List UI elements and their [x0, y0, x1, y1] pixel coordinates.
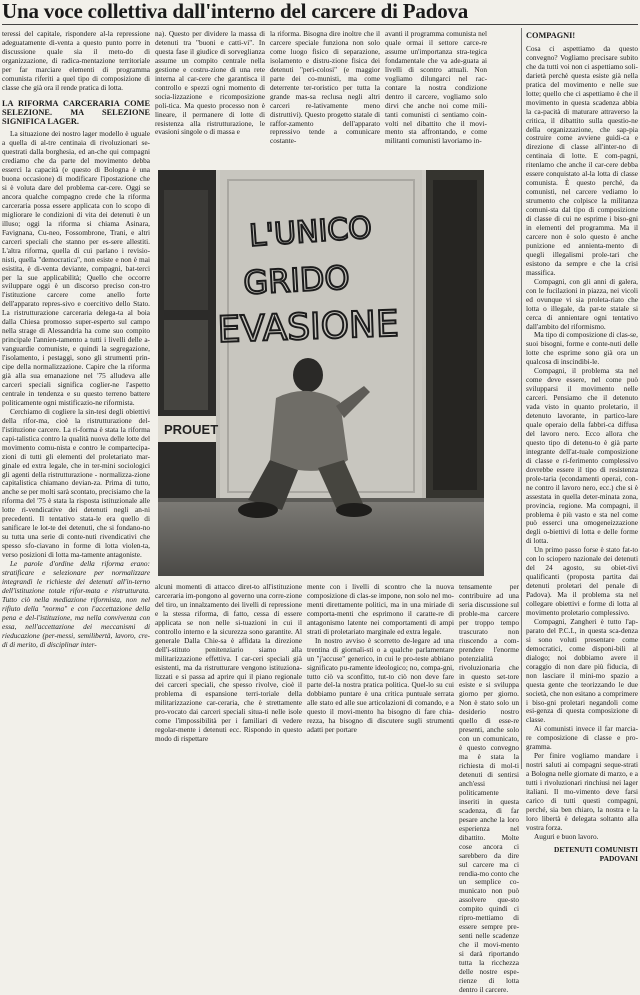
column-4-lower — [459, 582, 519, 994]
col3-paragraph-1: la riforma. Bisogna dire inoltre che il carcere speciale funziona non solo come luogo fisico di separazione, isolamento e distru-zione fisica dei detenuti "peri-colosi" (e maggior parte dei co-munisti, ma come deterrente ter-roristico per tutta la grande mas-sa reclusa negli altri carceri re-lativamente meno distruttivi). Questo progetto statale di raffor-zamento dell'apparato repressivo tende a comunicare costante- — [270, 29, 380, 146]
col5-paragraph-3: Ma tipo di composizione di clas-se, suoi bisogni, forme e conte-nuti delle lotte che esprime sono già ora un qualcosa di inscindibi-le. — [526, 330, 638, 367]
col5-paragraph-4: Compagni, il problema sta nel come deve essere, nel come può svilupparsi il movimento nelle carceri. Pensiamo che il detenuto vada visto in quanto proletario, il detenuto lavorante, in partico-lare quale operaio della fabbri-ca diffusa del lavoro nero. Ecco allora che questo tipo di detenu-to è già parte integrante dell'at-tuale composizione di classe e ri-ferimento complessivo dovrebbe essere il tipo di resistenza prole-taria (econdamenti operai, con-ne contro il lavoro nero, ecc.) che si è assestata in quella deter-minata zona, provincia, regione. Ma compagni, il problema è più vasto e sta nel come può esserci una omogeneizzazione degli o-biettivi di lotta e delle forme di lotta. — [526, 366, 638, 546]
column-4 — [385, 30, 487, 166]
signature-line-2: PADOVANI — [599, 853, 638, 863]
graffiti-line-2: GRIDO — [242, 258, 351, 302]
col5-paragraph-7: Ai comunisti invece il far marcia-re composizione di classe e pro-gramma. — [526, 724, 638, 752]
col5-paragraph-1: Cosa ci aspettiamo da questo convegno? Vogliamo precisare subito che da tutti voi non ci aspettiamo soli-darietà perchè questa esiste già nella pratica del movimento e nelle sue lotte; quello che ci aspettiamo è che il movimento in questa scadenza abbia la ca-pacità di maturare attraverso la critica, il dibattito sulla questio-ne della organizzazione, che sap-pia costruire come avviene guidi-ca e direzione di classe all'inter-no di centinaia di lotte. E com-pagni, ritenlamo che anche il car-cere debba essere conquistato al-la lotta di classe comunista. È questo perché, da comunisti, nel carcere vediamo lo strumento che colpisce la militanza comuni-sta dal tipo di composizione di classe di cui ne esprime i biso-gni in elementi del programma. Ma il carcere non è solo questo è anche punizione ed annienta-mento di quegli illegalismi prole-tari che esistono da sempre e che la crisi massifica. — [526, 43, 638, 277]
col2-paragraph-1: na). Questo per dividere la massa di detenuti tra "buoni e catti-vi". In questa fase il giudice di sorveglianza assume un compito centrale nella gestione e costru-zione di una rete interna al car-cere che garantisca il controllo e spezzi ogni momento di socia-lizzazione e ricomposizione poli-tica. Ma questo processo non è lineare, il permanere di lotte di resistenza alla ristrutturazione, le evasioni singole o di massa e — [155, 29, 265, 137]
col5-paragraph-9: Auguri e buon lavoro. — [534, 831, 599, 841]
col5-paragraph-8: Per finire vogliamo mandare i nostri saluti ai compagni seque-strati a Bologna nelle giornate di marzo, e a tutti i rivoluzionari rinchiusi nei lager italiani. Il mo-vimento deve farsi carico di tutti questi compagni, perché, sia ben chiaro, la nostra e la loro libertà è delegata soltanto alla vostra forza. — [526, 751, 638, 832]
col1-paragraph-1: teressi del capitale, rispondere al-la repressione adeguatamente di-venta a questo punto porre in discussione quale sia il meto-do di organizzazione, di radica-mentazione territoriale per far marciare elementi di programma comunista riferiti a quel tipo di composizione di classe che già ora il rende pratica di lotta. — [2, 29, 150, 92]
photo-illustration — [158, 170, 484, 576]
graffiti-line-1: L'UNICO — [248, 210, 374, 254]
shop-sign-text: PROUET — [164, 422, 219, 437]
lower3-paragraph-1: tensamente per contribuire ad una seria discussione sul proble-ma carcere per troppo tempo trascurato non riuscendo a com-prendere l'enorme potenzialità rivoluzionaria che in questo set-tore esiste e si sviluppa giorno per giorno. Non è stato solo un desiderio nostro quello di esse-re presenti, anche solo con un comunicato, è questo convegno ma è stata la richiesta di mol-ti detenuti di sentirsi anch'essi politicamente inseriti in questa scadenza, di far pesare anche la loro esperienza nel dibattito. Molte cose ancora ci sarebbero da dire sul carcere ma ci rendia-mo conto che un semplice co-municato non può assolvere que-sto compito quindi ci ripro-mettiamo di essere sempre pre-senti nelle scadenze che il movi-mento si darà riportando tutta la ricchezza delle nostre espe-rienze di lotta dentro il carcere. — [459, 582, 519, 994]
column-3 — [270, 30, 380, 166]
column-2 — [155, 30, 265, 166]
column-2-lower — [155, 583, 302, 769]
lower2-paragraph-1: mente con i livelli di scontro che la nuova composizione di clas-se impone, non solo nel mo-menti direttamente politici, ma in una miriade di comporta-menti che esprimono il caratte-re di antagonismo latente nei comportamenti di ampi strati di proletariato marginale ed extra legale. — [307, 582, 454, 636]
col5-heading: COMPAGNI! — [526, 31, 576, 40]
col1-paragraph-2: La situazione dei nostro lager modello è uguale a quella di al-tre centinaia di rivoluzionari se-questrati dalla borghesia, ed an-che qui compagni crediamo che da parte del movimento debba esserci la capacità (e questo di Bologna è una buona occasione) di modificare l'ipostazione che si è voluta dare del problema car-cere. Oggi se ancora qualche compagno crede che la riforma carceraria possa essere applicata con lo scopo di migliorare le condizioni di vita dei detenuti è un illuso; oggi la riforma si chiama Asinara, Favignana, Cu-neo, Fossombrone, Trani, e altri carceri speciali che stanno per es-sere allestiti. L'altra riforma, quella di cui parlano i revisio-nisti, quella "democratica", non esiste e non è mai esistita, è di-venta deviante, compagni, bat-terci per la sue applicabilità; Quello che occorre sviluppare oggi è un discorso preciso con-tro l'istituzione carcere come anello forte dell'apparato repres-sivo e coercitivo dello Stato. La ristrutturazione carceraria delega-ta al boia dalla Chiesa promosso super-esperto sul campo nella strage di Alessandria ha come suo compito principale l'annien-tamento a tutti i livelli delle a-vanguardie comuniste, e quindi la segregazione, l'isolamento, i pestaggi, sono gli strumenti prin-cipe della normalizzazione. Capire che la riforma già alla sua emanazione nel '75 alludeva alle carceri speciali significa coglier-ne l'aspetto centrale in tendenza e su questo terreno battere politicamente ogni mistificazio-ne riformista. — [2, 129, 150, 407]
headline-rule — [2, 24, 638, 25]
photograph — [158, 170, 484, 576]
col5-paragraph-2: Compagni, con gli anni di galera, con le fucilazioni in piazza, nei vicoli ed ovunque vi sia proleta-riato che lotta o illegale, da par-te statale si cerca di annientare ogni tentativo dall'ambito del riformismo. — [526, 276, 638, 331]
col1-paragraph-4: Le parole d'ordine della riforma erano: stratificare e selezionare per normalizzare integrandi le richieste dei detenuti all'in-terno dell'istituzione totale rifor-mata e ristrutturata. Tutto ciò nella mediazione riformista, non nel rifiuto della "norma" e con l'accettazione della pena e del-l'istituzione, ma nella convivenza con essa, nell'accettazione dei meccanismi di rieducazione (per-messi, semilibertà, lavoro, cre-di di merito, di disciplinar inter- — [2, 559, 150, 649]
column-divider — [521, 28, 522, 769]
col5-paragraph-6: Compagni, Zangheri è tutto l'ap-parato del P.C.I., in questa sca-denza si sono voluti presentare come democratici, come disponi-bili al dialogo; noi dobbiamo avere il coraggio di non dare più fiducia, di non lasciare il mini-mo spazio a questa gente che teorizzando le due società, che non esitano a comprimere i biso-gni proletari negandoli come esi-genza di questa composizione di classe. — [526, 616, 638, 725]
col4-paragraph-1: avanti il programma comunista nel quale ormai il settore carce-re assume un'importanza stra-tegica fondamentale che va ade-guata ai livelli di scontro attuali. Non vogliamo dilungarci nel rac-contare la nostra condizione dentro il carcere, vogliamo solo dirvi che anche noi come mili-tanti comunisti ci sentiamo coin-volti nel dibattito che il movi-mento sta affrontando, e come militanti comunisti lavoriamo in- — [385, 29, 487, 146]
col1-subheading: LA RIFORMA CARCERARIA COME SELEZIONE. MA SELEZIONE SIGNIFICA LAGER. — [2, 98, 150, 127]
lower2-paragraph-2: In nostro avviso è scorretto de-legare ad una trentina di giornali-sti o a qualche parlamentare un "j'accuse" generico, in cui le pro-teste abbiano significato pu-ramente ideologico; no, compa-gni, tutto ciò va sconfitto, tut-to ciò non deve fare parte del-la nostra pratica politica. Quel-lo su cui dobbiamo puntare è una critica puntuale serrata alle stato ed alle sue articolazioni di comando, e a questo il movi-mento ha bisogno di fare chia-rezza, ha bisogno di discutere sugli strumenti adatti per portare — [307, 635, 454, 735]
col1-paragraph-3: Cerchiamo di cogliere la sin-tesi degli obiettivi della rifor-ma, cioè la ristrutturazione del-l'istituzione carcere. La ri-forma è stata la riforma capi-talistica contro la qualità nuova delle lotte del movimento comu-nista e contro le compartecipa-zioni di tutti gli elementi del proletariato mar-ginale ed extra legale, che in ter-mini sociologici gli agenti della ristrutturazione - normalizza-zione capitalistica chiamano devian-za. Prima di tutto, anche se per molti sarà scontato, precisiamo che la riforma del '75 è stata la risposta istituzionale alle lotte ri-vendicative dei detenuti negli an-ni precedenti. Il tentativo stata-le era quello di sanificare le lot-te dei detenuti, che si fondano-no su tutta una serie di conte-nuti rivendicativi che spesso sfo-ciavano in forme di lotta violen-ta, verso posizioni di lotta ma-tamente antagoniste. — [2, 406, 150, 560]
column-3-lower — [307, 583, 454, 769]
headline: Una voce collettiva dall'interno del carcere di Padova — [2, 0, 469, 23]
column-5 — [526, 30, 638, 863]
graffiti-line-3: EVASIONE — [216, 303, 400, 351]
lower1-paragraph-1: alcuni momenti di attacco diret-to all'istituzione carceraria im-pongono al governo una corre-zione del tiro, un innalzamento dei livelli di repressione e la stessa riforma, di fatto, cessa di essere applicata se non nelle si-tuazioni in cui il controllo interno e la sicurezza sono garantite. Al generale Dalla Chie-sa è affidata la direzione dell'i-stituto penitenziario siamo alla militarizzazione effettiva. I car-ceri speciali già esistenti, ma da ristrutturare vengono istituziona-lizzati e si passa ad aprire qui il piano regionale dei carceri speciali, che spesso rivolve, cioè il problema di espansione terri-toriale della militarizzazione car-ceraria, che è strettamente pro-vocato dai carceri speciali situa-ti nelle isole come l'impossibilità per i familiari di vedere regolar-mente i detenuti ecc. Rispondo in questo modo di rispettare — [155, 582, 302, 744]
column-1 — [2, 30, 150, 769]
signature-line-1: DETENUTI COMUNISTI — [554, 844, 638, 854]
col5-paragraph-5: Un primo passo forse è stato fat-to con lo sciopero nazionale dei detenuti del 24 agosto, su obiet-tivi qualificanti (proposta partita dai detenuti proletari del penale di Padova). Ma il problema sta nel collegare obiettivi e forme di lotta al movimento proletario complessivo. — [526, 545, 638, 617]
